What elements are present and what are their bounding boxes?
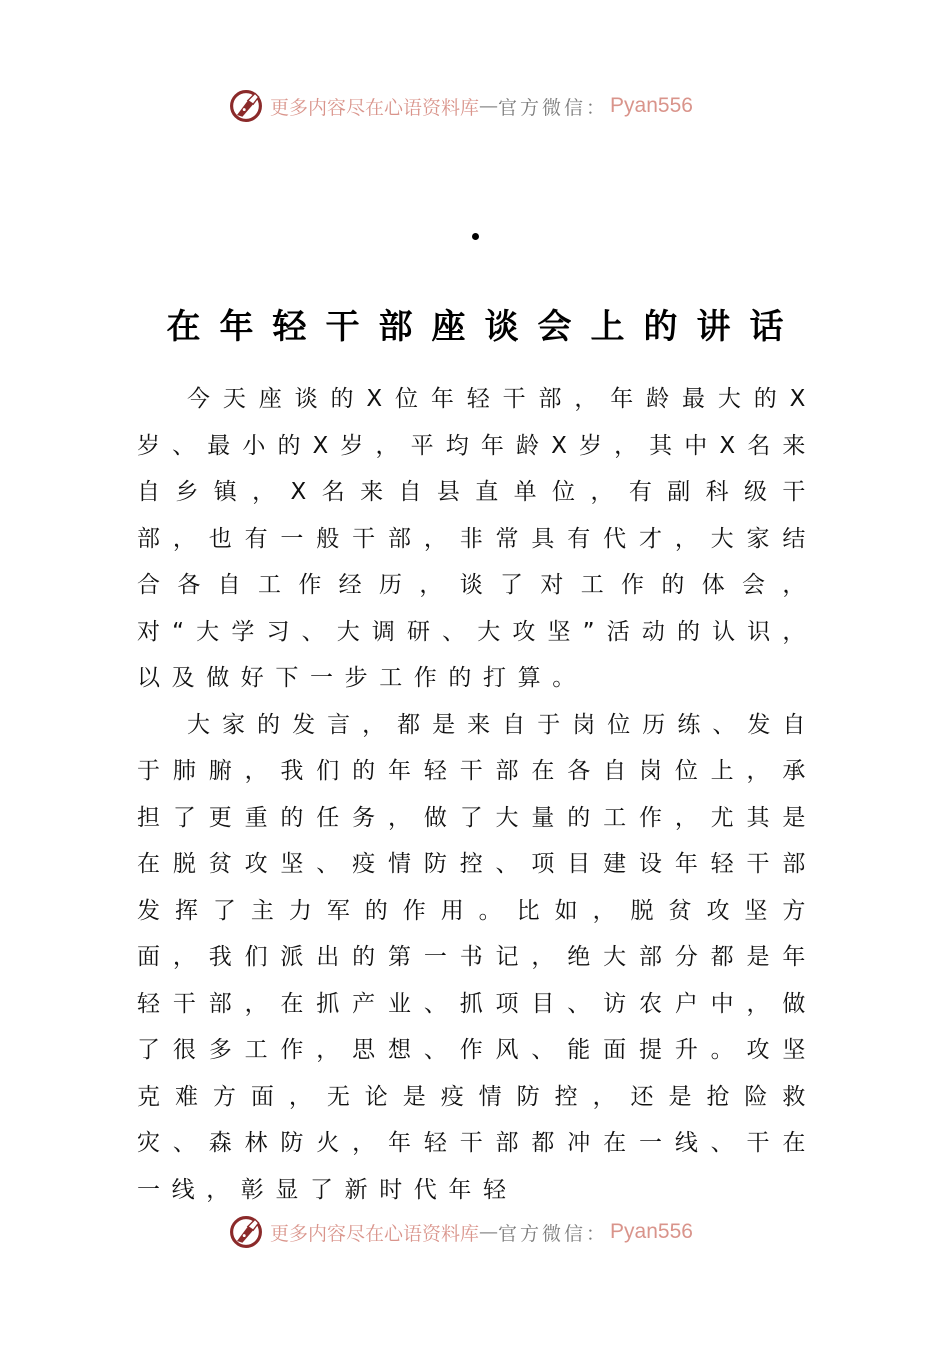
title-bullet — [472, 233, 479, 240]
paragraph-2: 大家的发言，都是来自于岗位历练、发自于肺腑，我们的年轻干部在各自岗位上，承担了更重的任务，做了大量的工作，尤其是在脱贫攻坚、疫情防控、项目建设年轻干部发挥了主力军的作用。比如，脱贫攻坚方面，我们派出的第一书记，绝大部分都是年轻干部，在抓产业、抓项目、访农户中，做了很多工作，思想、作风、能面提升。攻坚克难方面，无论是疫情防控，还是抢险救灾、森林防火，年轻干部都冲在一线、干在一线，彰显了新时代年轻 — [137, 711, 817, 1203]
watermark-dash: — — [479, 95, 499, 117]
document-title: 在年轻干部座谈会上的讲话 — [166, 306, 803, 347]
watermark-dash: — — [479, 1221, 499, 1243]
footer-watermark — [228, 1210, 728, 1254]
watermark-label: 官方微信： — [498, 96, 609, 119]
paragraph-1: 今天座谈的X位年轻干部，年龄最大的X岁、最小的X岁，平均年龄X岁，其中X名来自乡镇，X名来自县直单位，有副科级干部，也有一般干部，非常具有代才，大家结合各自工作经历，谈了对工作的体会，对“大学习、大调研、大攻坚”活动的认识，以及做好下一步工作的打算。 — [137, 386, 817, 691]
document-body — [137, 376, 817, 1213]
header-watermark — [228, 84, 728, 128]
pen-nib-logo-icon — [228, 88, 264, 124]
watermark-wechat-id: Pyan556 — [610, 94, 693, 117]
pen-nib-logo-icon — [228, 1214, 264, 1250]
watermark-site-text: 更多内容尽在心语资料库 — [270, 1222, 480, 1245]
watermark-site-text: 更多内容尽在心语资料库 — [270, 96, 480, 119]
watermark-wechat-id: Pyan556 — [610, 1220, 693, 1243]
watermark-label: 官方微信： — [498, 1222, 609, 1245]
